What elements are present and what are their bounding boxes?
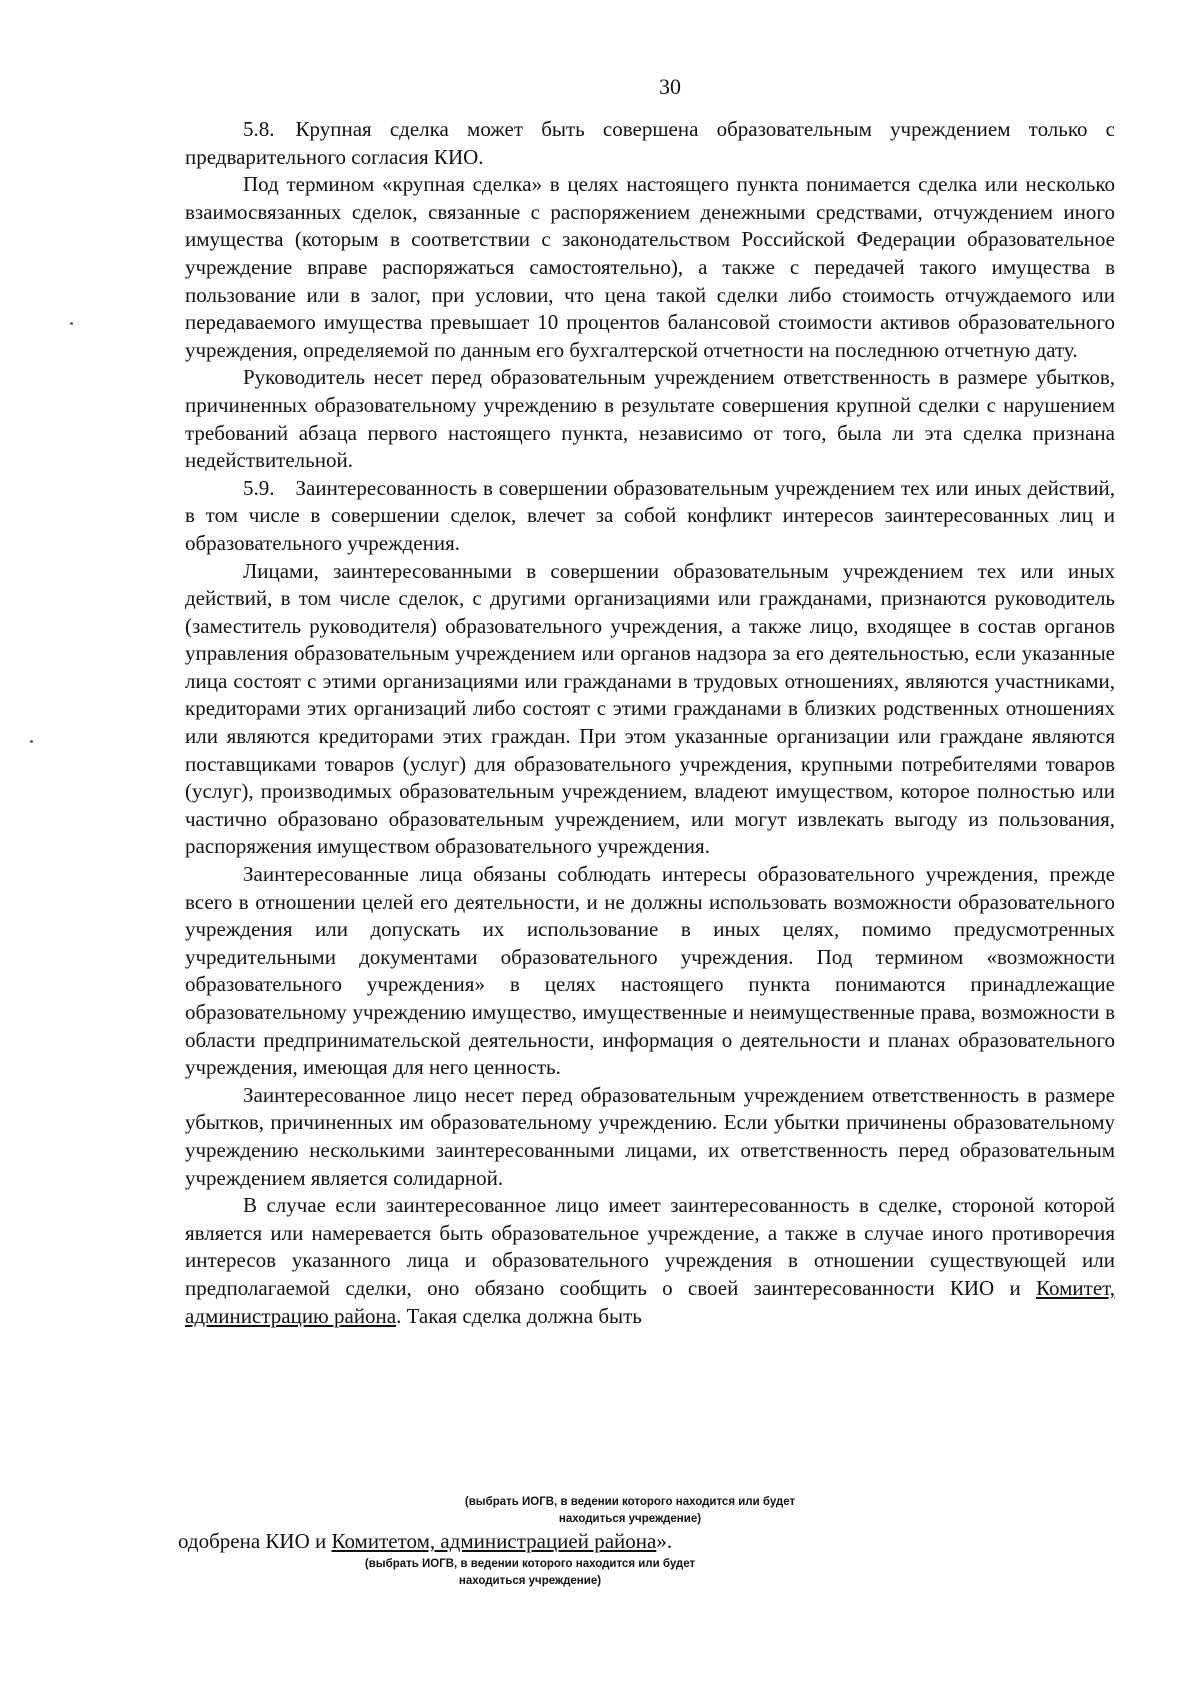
- paragraph-text-end: . Такая сделка должна быть: [396, 1303, 642, 1328]
- paragraph-director-liability: Руководитель несет перед образовательным учреждением ответственность в размере убытков, причиненных образовательному учреждению в результате совершения крупной сделки с нарушением требований абзаца первого настоящего пункта, независимо от того, была ли эта сделка признана недействительной.: [185, 365, 1115, 473]
- paragraph-conflict-disclosure: [185, 1192, 1115, 1330]
- paragraph-interested-liability: Заинтересованное лицо несет перед образовательным учреждением ответственность в размере убытков, причиненных им образовательному учреждению. Если убытки причинены образовательному учреждению несколькими заинтересованными лицами, их ответственность перед образовательным учреждением является солидарной.: [185, 1082, 1115, 1190]
- body-text: [185, 116, 1115, 1330]
- committee-placeholder: Комитет, администрацию района: [185, 1275, 1115, 1328]
- scan-speck: [30, 740, 33, 743]
- footnote-select-iogv-1: (выбрать ИОГВ, в ведении которого находится или будет находиться учреждение): [464, 1496, 796, 1525]
- scan-speck: [70, 322, 73, 325]
- final-line-text: одобрена КИО и: [178, 1529, 332, 1553]
- page-number: 30: [659, 74, 681, 99]
- paragraph-interested-obligations: Заинтересованные лица обязаны соблюдать интересы образовательного учреждения, прежде всего в отношении целей его деятельности, и не должны использовать возможности образовательного учреждения или допускать их использование в иных целях, помимо предусмотренных учредительными документами образовательного учреждения. Под термином «возможности образовательного учреждения» в целях настоящего пункта понимаются принадлежащие образовательному учреждению имущество, имущественные и неимущественные права, возможности в области предпринимательской деятельности, информация о деятельности и планах образовательного учреждения, имеющая для него ценность.: [185, 862, 1115, 1080]
- committee-placeholder-2: Комитетом, администрацией района: [331, 1529, 657, 1553]
- paragraph-5-9: 5.9. Заинтересованность в совершении образовательным учреждением тех или иных действий, в том числе в совершении сделок, влечет за собой конфликт интересов заинтересованных лиц и образовательного учреждения.: [185, 475, 1115, 555]
- final-line-end: ».: [656, 1529, 673, 1553]
- paragraph-5-8: 5.8. Крупная сделка может быть совершена образовательным учреждением только с предварительного согласия КИО.: [185, 117, 1115, 169]
- paragraph-text: В случае если заинтересованное лицо имеет заинтересованность в сделке, стороной которой является или намеревается быть образовательное учреждение, а также в случае иного противоречия интересов указанного лица и образовательного учреждения в отношении существующей или предполагаемой сделки, оно обязано сообщить о своей заинтересованности КИО и: [185, 1193, 1115, 1300]
- paragraph-large-deal-definition: Под термином «крупная сделка» в целях настоящего пункта понимается сделка или несколько взаимосвязанных сделок, связанные с распоряжением денежными средствами, отчуждением иного имущества (которым в соответствии с законодательством Российской Федерации образовательное учреждение вправе распоряжаться самостоятельно), а также с передачей такого имущества в пользование или в залог, при условии, что цена такой сделки либо стоимость отчуждаемого или передаваемого имущества превышает 10 процентов балансовой стоимости активов образовательного учреждения, определяемой по данным его бухгалтерской отчетности на последнюю отчетную дату.: [185, 172, 1115, 362]
- paragraph-interested-persons: Лицами, заинтересованными в совершении образовательным учреждением тех или иных действий, в том числе сделок, с другими организациями или гражданами, признаются руководитель (заместитель руководителя) образовательного учреждения, а также лицо, входящее в состав органов управления образовательным учреждением или органов надзора за его деятельностью, если указанные лица состоят с этими организациями или гражданами в трудовых отношениях, являются участниками, кредиторами этих организаций либо состоят с этими гражданами в близких родственных отношениях или являются кредиторами этих граждан. При этом указанные организации или граждане являются поставщиками товаров (услуг) для образовательного учреждения, крупными потребителями товаров (услуг), производимых образовательным учреждением, владеют имуществом, которое полностью или частично образовано образовательным учреждением, или могут извлекать выгоду из пользования, распоряжения имуществом образовательного учреждения.: [185, 558, 1115, 859]
- final-line: [178, 1528, 672, 1555]
- footnote-select-iogv-2: (выбрать ИОГВ, в ведении которого находится или будет находиться учреждение): [364, 1558, 696, 1587]
